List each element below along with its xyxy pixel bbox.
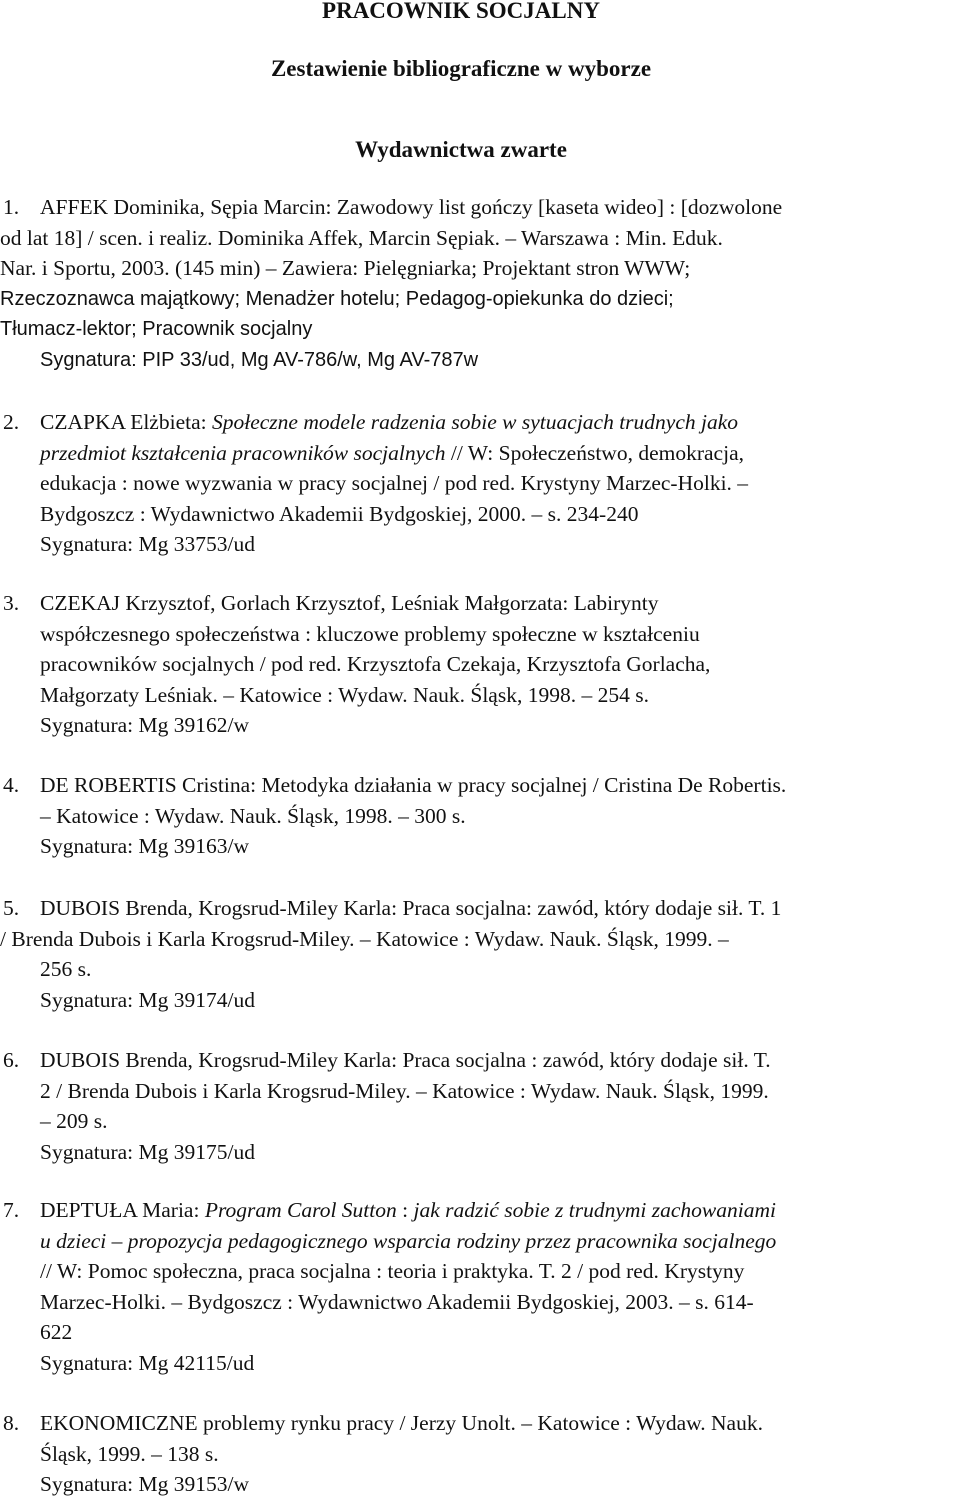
entry-title: Program Carol Sutton <box>204 1198 397 1222</box>
entry-line: 2 / Brenda Dubois i Karla Krogsrud-Miley. – Katowice : Wydaw. Nauk. Śląsk, 1999. <box>40 1078 769 1103</box>
entry-signature: Sygnatura: Mg 42115/ud <box>40 1350 255 1375</box>
entry-line: DUBOIS Brenda, Krogsrud-Miley Karla: Praca socjalna : zawód, który dodaje sił. T. <box>40 1048 771 1072</box>
entry-number: 3. <box>3 591 20 615</box>
entry-text <box>40 407 958 560</box>
entry-text <box>40 1195 958 1379</box>
entry-number: 5. <box>3 896 20 920</box>
entry-line: / Brenda Dubois i Karla Krogsrud-Miley. – Katowice : Wydaw. Nauk. Śląsk, 1999. – <box>0 926 729 951</box>
entry-line: AFFEK Dominika, Sępia Marcin: Zawodowy list gończy [kaseta wideo] : [dozwolone <box>40 195 783 219</box>
entry-text <box>0 893 958 1015</box>
entry-text <box>40 588 958 741</box>
document-subtitle: Zestawienie bibliograficzne w wyborze <box>270 56 652 81</box>
entry-signature: Sygnatura: Mg 39174/ud <box>40 987 255 1012</box>
entry-line: Marzec-Holki. – Bydgoszcz : Wydawnictwo Akademii Bydgoskiej, 2003. – s. 614- <box>40 1289 754 1314</box>
entry-author: DEPTUŁA Maria: <box>40 1198 205 1222</box>
entry-line: Małgorzaty Leśniak. – Katowice : Wydaw. Nauk. Śląsk, 1998. – 254 s. <box>40 682 649 707</box>
entry-line: // W: Pomoc społeczna, praca socjalna : teoria i praktyka. T. 2 / pod red. Krystyny <box>40 1259 745 1284</box>
entry-line: : <box>396 1198 414 1222</box>
entry-line: Bydgoszcz : Wydawnictwo Akademii Bydgoskiej, 2000. – s. 234-240 <box>40 501 639 526</box>
entry-line: Rzeczoznawca majątkowy; Menadżer hotelu; Pedagog-opiekunka do dzieci; <box>0 287 674 310</box>
entry-line: 256 s. <box>40 957 92 982</box>
entry-text <box>0 192 958 376</box>
entry-number: 1. <box>3 195 20 219</box>
entry-text <box>40 1408 958 1500</box>
entry-signature: Sygnatura: Mg 39163/w <box>40 834 250 859</box>
entry-text <box>40 770 958 862</box>
entry-line: CZEKAJ Krzysztof, Gorlach Krzysztof, Leśniak Małgorzata: Labirynty <box>40 591 659 615</box>
entry-title: jak radzić sobie z trudnymi zachowaniami <box>413 1198 776 1222</box>
entry-number: 8. <box>3 1411 20 1435</box>
entry-line: edukacja : nowe wyzwania w pracy socjalnej / pod red. Krystyny Marzec-Holki. – <box>40 471 749 496</box>
entry-line: DE ROBERTIS Cristina: Metodyka działania w pracy socjalnej / Cristina De Robertis. <box>40 773 787 797</box>
entry-line: – Katowice : Wydaw. Nauk. Śląsk, 1998. – 300 s. <box>40 803 466 828</box>
entry-signature: Sygnatura: Mg 39153/w <box>40 1472 250 1497</box>
entry-number: 2. <box>3 410 20 434</box>
entry-signature: Sygnatura: Mg 39162/w <box>40 713 250 738</box>
entry-line: od lat 18] / scen. i realiz. Dominika Affek, Marcin Sępiak. – Warszawa : Min. Eduk. <box>0 225 723 250</box>
section-heading: Wydawnictwa zwarte <box>355 137 567 162</box>
entry-number: 7. <box>3 1198 20 1222</box>
entry-line: 622 <box>40 1320 73 1345</box>
entry-title: przedmiot kształcenia pracowników socjalnych <box>40 440 446 465</box>
entry-number: 4. <box>3 773 20 797</box>
entry-line: Nar. i Sportu, 2003. (145 min) – Zawiera: Pielęgniarka; Projektant stron WWW; <box>0 256 691 281</box>
entry-line: współczesnego społeczeństwa : kluczowe problemy społeczne w kształceniu <box>40 621 700 646</box>
entry-text <box>40 1045 958 1167</box>
entry-line: Tłumacz-lektor; Pracownik socjalny <box>0 318 313 341</box>
entry-line: DUBOIS Brenda, Krogsrud-Miley Karla: Praca socjalna: zawód, który dodaje sił. T. 1 <box>40 896 782 920</box>
entry-line: EKONOMICZNE problemy rynku pracy / Jerzy Unolt. – Katowice : Wydaw. Nauk. <box>40 1411 763 1435</box>
entry-signature: Sygnatura: Mg 33753/ud <box>40 532 255 557</box>
entry-line: – 209 s. <box>40 1109 108 1134</box>
entry-line: // W: Społeczeństwo, demokracja, <box>445 440 744 465</box>
entry-title: u dzieci – propozycja pedagogicznego wsparcia rodziny przez pracownika socjalnego <box>40 1228 777 1253</box>
entry-signature: Sygnatura: Mg 39175/ud <box>40 1139 255 1164</box>
entry-author: CZAPKA Elżbieta: <box>40 410 212 434</box>
document-title: PRACOWNIK SOCJALNY <box>322 0 600 23</box>
entry-number: 6. <box>3 1048 20 1072</box>
entry-signature: Sygnatura: PIP 33/ud, Mg AV-786/w, Mg AV-787w <box>40 348 479 371</box>
entry-title: Społeczne modele radzenia sobie w sytuacjach trudnych jako <box>211 410 739 434</box>
entry-line: pracowników socjalnych / pod red. Krzysztofa Czekaja, Krzysztofa Gorlacha, <box>40 652 711 677</box>
entry-line: Śląsk, 1999. – 138 s. <box>40 1441 219 1466</box>
